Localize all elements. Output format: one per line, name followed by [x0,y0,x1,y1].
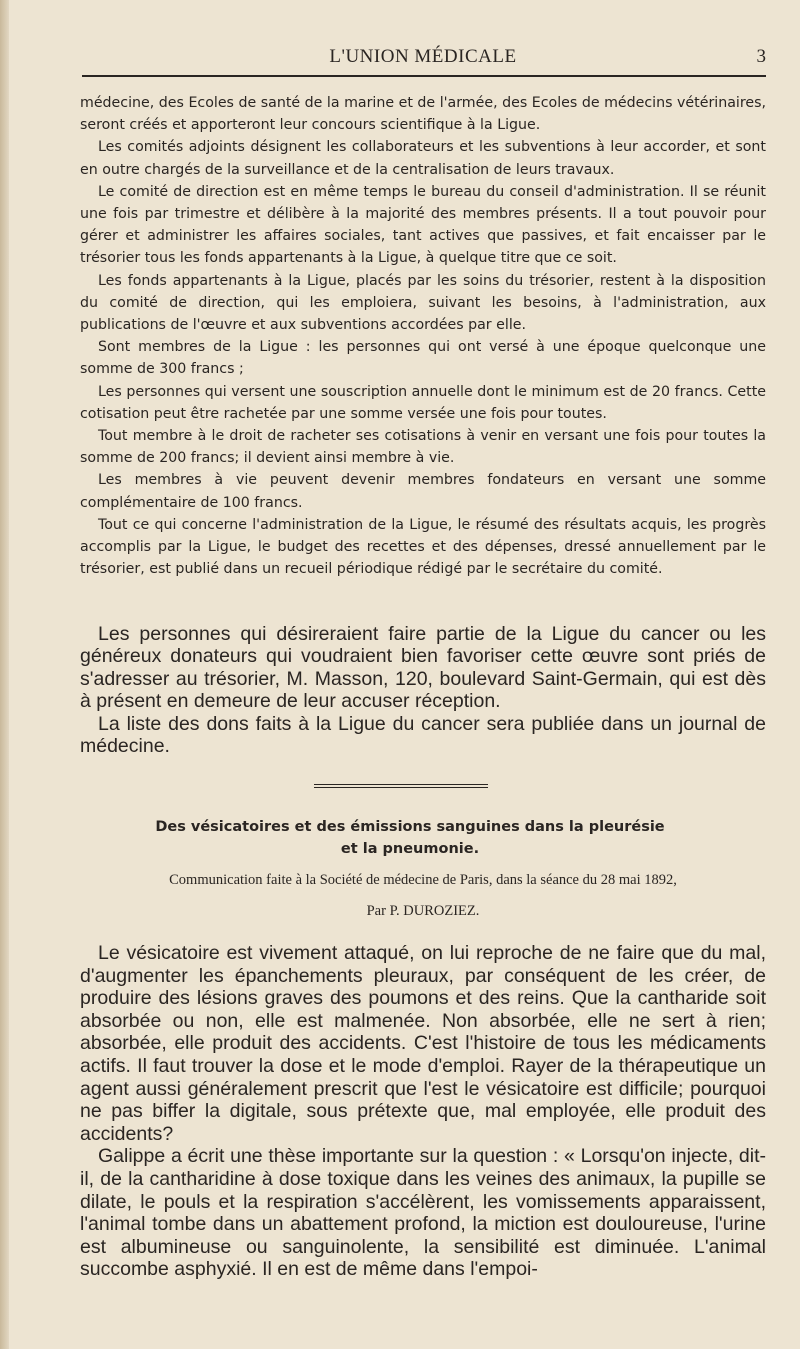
page-number: 3 [756,46,766,67]
paragraph: Tout membre à le droit de racheter ses cotisations à venir en versant une fois pour toutes la somme de 200 francs; il devient ainsi membre à vie. [80,428,766,467]
paragraph: Tout ce qui concerne l'administration de la Ligue, le résumé des résultats acquis, les progrès accomplis par la Ligue, le budget des recettes et des dépenses, dressé annuellement par le trésorier, est publié dans un recueil périodique rédigé par le secrétaire du comité. [80,516,766,578]
article-communication: Communication faite à la Société de médecine de Paris, dans la séance du 28 mai 1892, [169,872,677,888]
paragraph: Les comités adjoints désignent les collaborateurs et les subventions à leur accorder, et sont en outre chargés de la surveillance et de la centralisation de leurs travaux. [80,139,766,178]
page-binding-edge [0,0,9,1349]
header-rule [82,75,766,77]
paragraph: médecine, des Ecoles de santé de la marine et de l'armée, des Ecoles de médecins vétérinaires, seront créés et apporteront leur concours scientifique à la Ligue. [80,95,766,134]
journal-title: L'UNION MÉDICALE [329,46,517,67]
paragraph: Les personnes qui versent une souscription annuelle dont le minimum est de 20 francs. Cette cotisation peut être rachetée par une somme versée une fois pour toutes. [80,383,766,422]
ligue-statutes-text [80,92,766,580]
paragraph: Les personnes qui désireraient faire partie de la Ligue du cancer ou les généreux donateurs qui voudraient bien favoriser cette œuvre sont priés de s'adresser au trésorier, M. Masson, 120, boulevard Saint-Germain, qui est dès à présent en demeure de leur accuser réception. [80,623,766,713]
paragraph: La liste des dons faits à la Ligue du cancer sera publiée dans un journal de médecine. [80,712,766,758]
section-divider [314,784,488,788]
paragraph: Galippe a écrit une thèse importante sur la question : « Lorsqu'on injecte, dit-il, de la cantharidine à dose toxique dans les veines des animaux, la pupille se dilate, le pouls et la respiration s'accélèrent, les vomissements apparaissent, l'animal tombe dans un abattement profond, la miction est douloureuse, l'urine est albumineuse ou sanguinolente, la sensibilité est diminuée. L'animal succombe asphyxié. Il en est de même dans l'empoi- [80,1145,766,1281]
donation-notice [80,623,766,757]
paragraph: Les fonds appartenants à la Ligue, placés par les soins du trésorier, restent à la disposition du comité de direction, qui les emploiera, suivant les besoins, à l'administration, aux publications de l'œuvre et aux subventions accordées par elle. [80,272,766,334]
paragraph: Les membres à vie peuvent devenir membres fondateurs en versant une somme complémentaire de 100 francs. [80,472,766,511]
running-header [80,44,766,76]
paragraph: Le vésicatoire est vivement attaqué, on lui reproche de ne faire que du mal, d'augmenter les épanchements pleuraux, par conséquent de les créer, de produire des lésions graves des poumons et des reins. Que la cantharide soit absorbée ou non, elle est malmenée. Non absorbée, elle ne sert à rien; absorbée, elle produit des accidents. C'est l'histoire de tous les médicaments actifs. Il faut trouver la dose et le mode d'emploi. Rayer de la thérapeutique un agent aussi généralement prescrit que l'est le vésicatoire est difficile; pourquoi ne pas biffer la digitale, sous prétexte que, mal employée, elle produit des accidents? [80,942,766,1145]
article-author: Par P. DUROZIEZ. [366,903,480,919]
article-body [80,942,766,1281]
article-title-line: Des vésicatoires et des émissions sanguines dans la pleurésie [155,819,665,835]
article-title [90,816,730,860]
article-title-line: et la pneumonie. [340,841,480,857]
paragraph: Sont membres de la Ligue : les personnes qui ont versé à une époque quelconque une somme de 300 francs ; [80,339,766,378]
paragraph: Le comité de direction est en même temps le bureau du conseil d'administration. Il se réunit une fois par trimestre et délibère à la majorité des membres présents. Il a tout pouvoir pour gérer et administrer les affaires sociales, tant actives que passives, et fait encaisser par le trésorier tous les fonds appartenants à la Ligue, à quelque titre que ce soit. [80,183,766,267]
